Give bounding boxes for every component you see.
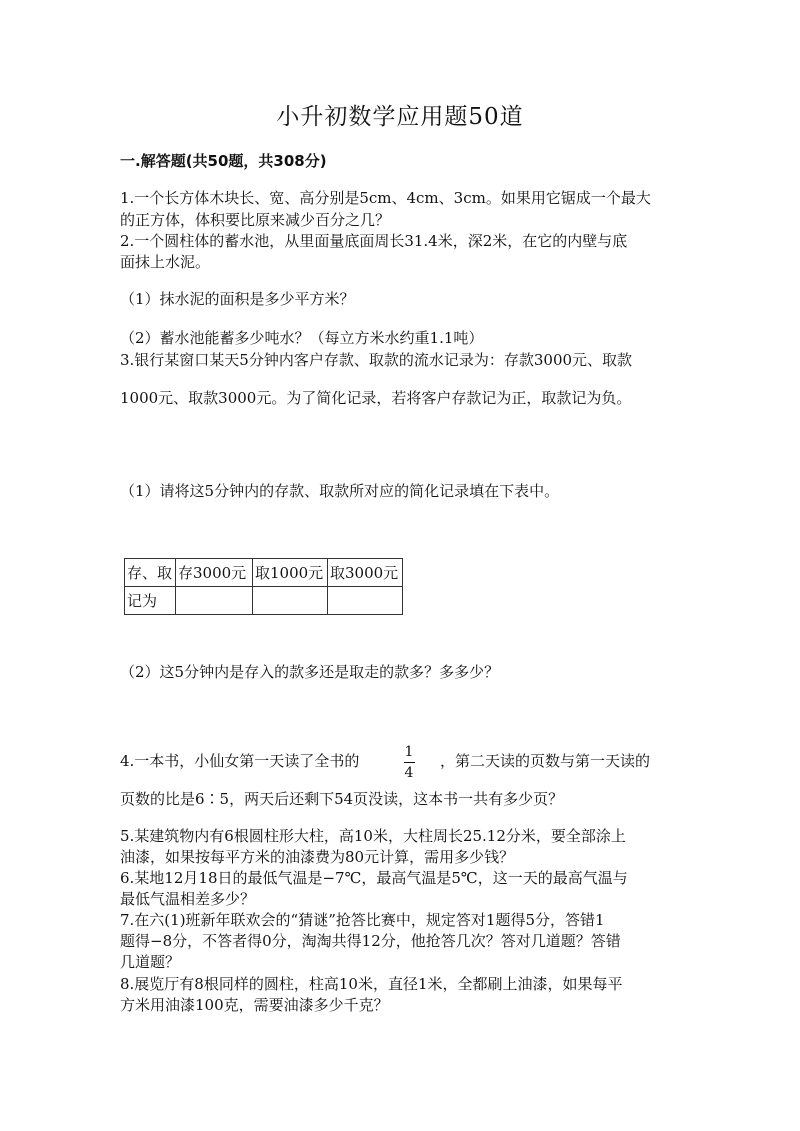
table-answer-cell[interactable] xyxy=(253,587,328,615)
q8-line-1: 8.展览厅有8根同样的圆柱，柱高10米，直径1米，全都刷上油漆，如果每平 xyxy=(120,975,623,993)
q2-line-2: 面抹上水泥。 xyxy=(120,253,211,271)
q7-line-1: 7.在六(1)班新年联欢会的“猜谜”抢答比赛中，规定答对1题得5分，答错1 xyxy=(120,911,605,929)
q1-line-1: 1.一个长方体木块长、宽、高分别是5cm、4cm、3cm。如果用它锯成一个最大 xyxy=(120,189,651,207)
table-answer-cell[interactable] xyxy=(328,587,403,615)
q5-line-1: 5.某建筑物内有6根圆柱形大柱，高10米，大柱周长25.12分米，要全部涂上 xyxy=(120,827,626,845)
q3-line-1: 3.银行某窗口某天5分钟内客户存款、取款的流水记录为：存款3000元、取款 xyxy=(120,351,633,369)
fraction-bar xyxy=(404,762,415,763)
q7-line-3: 几道题？ xyxy=(120,953,181,971)
q5-line-2: 油漆，如果按每平方米的油漆费为80元计算，需用多少钱？ xyxy=(120,848,515,866)
table-header-cell: 取3000元 xyxy=(328,559,403,587)
table-header-row xyxy=(125,559,403,587)
q2-sub-2: （2）蓄水池能蓄多少吨水？（每立方米水约重1.1吨） xyxy=(120,329,484,347)
fraction xyxy=(399,744,419,782)
q6-line-1: 6.某地12月18日的最低气温是−7℃，最高气温是5℃，这一天的最高气温与 xyxy=(120,869,628,887)
q4-line-2: 页数的比是6∶5，两天后还剩下54页没读，这本书一共有多少页？ xyxy=(120,790,564,808)
record-table xyxy=(124,558,403,615)
q7-line-2: 题得−8分，不答者得0分，淘淘共得12分，他抢答几次？答对几道题？答错 xyxy=(120,932,621,950)
q6-line-2: 最低气温相差多少？ xyxy=(120,890,256,908)
q2-sub-1: （1）抹水泥的面积是多少平方米？ xyxy=(120,290,355,308)
q3-line-2: 1000元、取款3000元。为了简化记录，若将客户存款记为正，取款记为负。 xyxy=(120,389,632,407)
table-row xyxy=(125,587,403,615)
q4-line-1-before: 4.一本书，小仙女第一天读了全书的 xyxy=(120,752,360,770)
page-title: 小升初数学应用题50道 xyxy=(276,104,524,130)
table-header-cell: 存3000元 xyxy=(176,559,253,587)
q3-sub-2: （2）这5分钟内是存入的款多还是取走的款多？多多少？ xyxy=(120,663,500,681)
table-header-cell: 取1000元 xyxy=(253,559,328,587)
table-row-label: 记为 xyxy=(125,587,176,615)
q1-line-2: 的正方体，体积要比原来减少百分之几？ xyxy=(120,211,391,229)
q2-line-1: 2.一个圆柱体的蓄水池，从里面量底面周长31.4米，深2米，在它的内壁与底 xyxy=(120,232,628,250)
q8-line-2: 方米用油漆100克，需要油漆多少千克？ xyxy=(120,996,389,1014)
fraction-numerator: 1 xyxy=(404,744,414,760)
q3-sub-1: （1）请将这5分钟内的存款、取款所对应的简化记录填在下表中。 xyxy=(120,482,560,500)
fraction-denominator: 4 xyxy=(404,765,414,781)
table-answer-cell[interactable] xyxy=(176,587,253,615)
table-header-cell: 存、取 xyxy=(125,559,176,587)
q4-line-1-after: ，第二天读的页数与第一天读的 xyxy=(440,752,651,770)
section-heading: 一.解答题(共50题，共308分) xyxy=(120,152,327,170)
